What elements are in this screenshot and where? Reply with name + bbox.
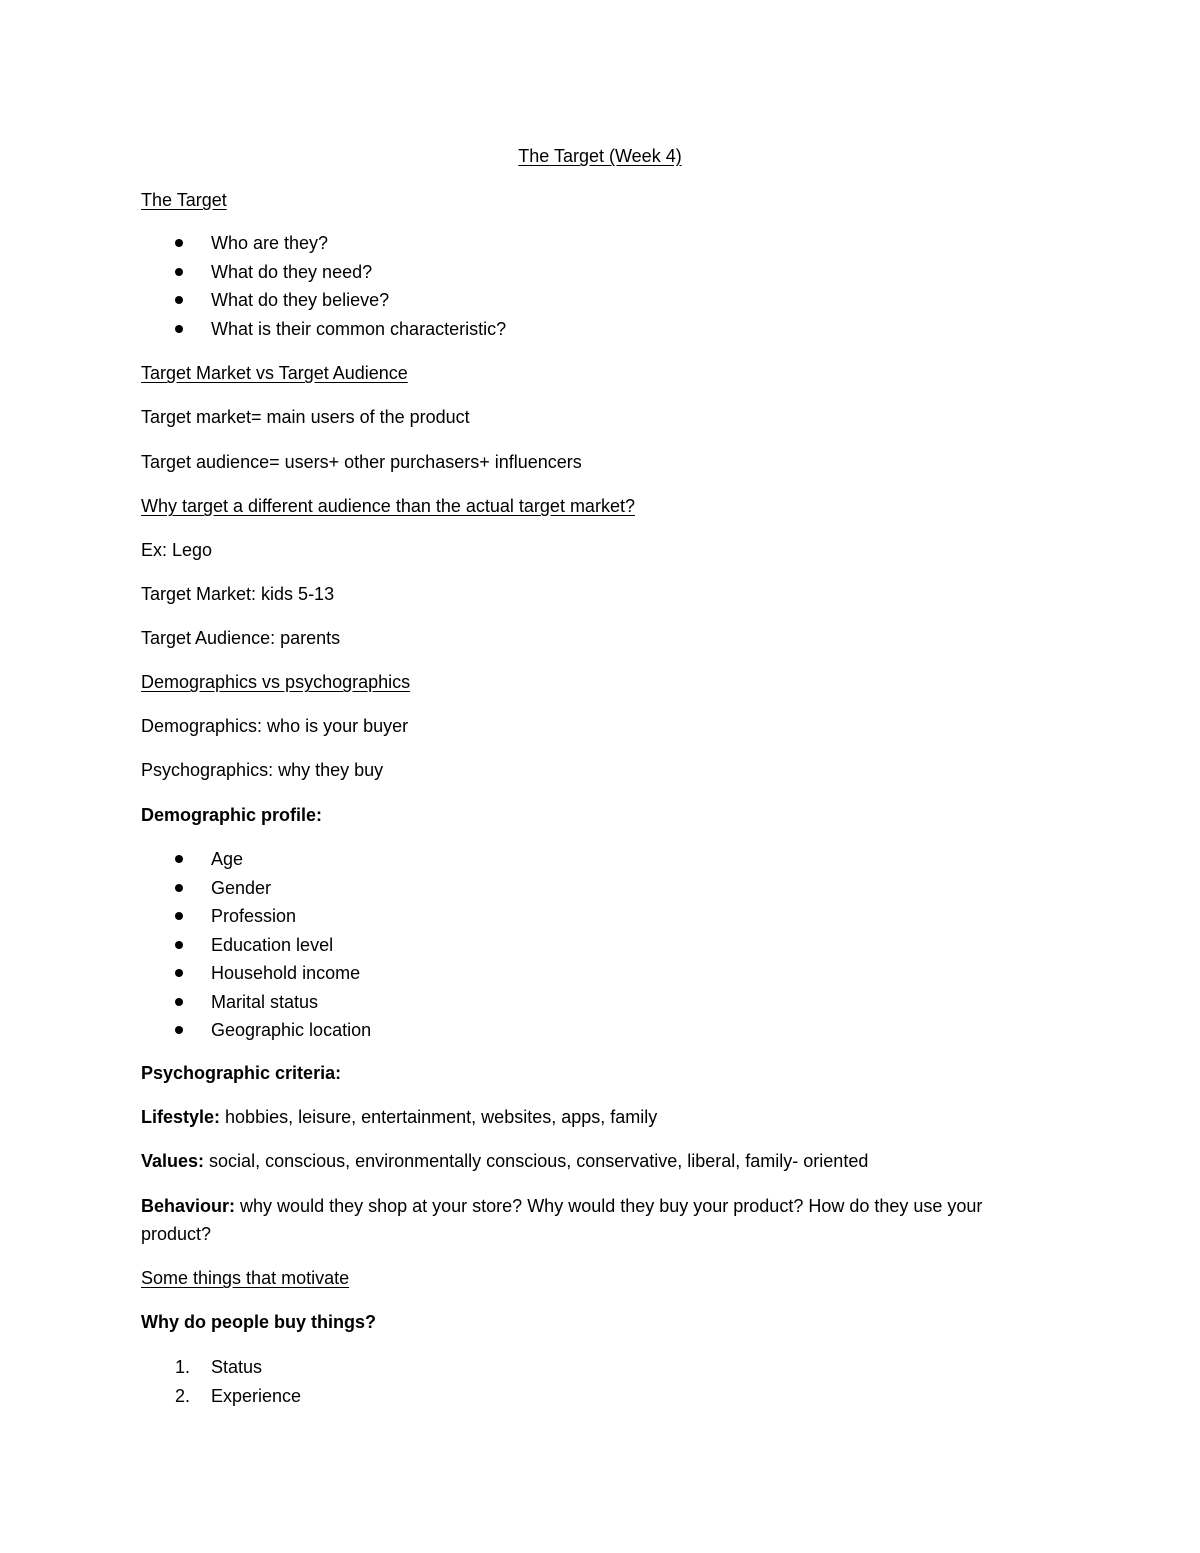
- list-item: 1. Status: [175, 1357, 263, 1377]
- demographics-definition: Demographics: who is your buyer: [141, 716, 409, 736]
- heading-why-different-audience: Why target a different audience than the actual target market?: [141, 496, 635, 516]
- values-line: [141, 1149, 868, 1173]
- demographic-profile-list: [171, 847, 371, 1047]
- list-number: 1.: [175, 1357, 191, 1377]
- lifestyle-label: Lifestyle:: [141, 1107, 221, 1127]
- list-item: Geographic location: [171, 1018, 371, 1047]
- bullet-icon: [175, 268, 183, 276]
- list-number: 2.: [175, 1385, 191, 1406]
- list-item: What is their common characteristic?: [171, 317, 506, 346]
- behaviour-text: why would they shop at your store? Why would they buy your product? How do they use your product?: [141, 1196, 983, 1244]
- example-target-audience: Target Audience: parents: [141, 628, 341, 648]
- list-item: Who are they?: [171, 231, 506, 260]
- bullet-icon: [175, 325, 183, 333]
- bullet-icon: [175, 884, 183, 892]
- values-label: Values:: [141, 1151, 205, 1171]
- bullet-icon: [175, 912, 183, 920]
- heading-the-target: The Target: [141, 190, 227, 210]
- bullet-icon: [175, 855, 183, 863]
- target-audience-definition: Target audience= users+ other purchasers+ influencers: [141, 452, 582, 472]
- list-item: What do they need?: [171, 260, 506, 289]
- list-item: Profession: [171, 904, 371, 933]
- list-item: Household income: [171, 961, 371, 990]
- values-text: social, conscious, environmentally conscious, conservative, liberal, family- oriented: [204, 1151, 869, 1171]
- psychographics-definition: Psychographics: why they buy: [141, 760, 384, 780]
- heading-some-things-motivate: Some things that motivate: [141, 1268, 350, 1288]
- bullet-icon: [175, 941, 183, 949]
- list-item: Education level: [171, 933, 371, 962]
- heading-why-people-buy: Why do people buy things?: [141, 1312, 376, 1332]
- lifestyle-text: hobbies, leisure, entertainment, websites, apps, family: [220, 1107, 658, 1127]
- bullet-icon: [175, 1026, 183, 1034]
- motivation-numbered-list: [171, 1355, 301, 1412]
- bullet-icon: [175, 239, 183, 247]
- example-lego: Ex: Lego: [141, 540, 213, 560]
- bullet-icon: [175, 998, 183, 1006]
- example-target-market: Target Market: kids 5-13: [141, 584, 335, 604]
- bullet-icon: [175, 296, 183, 304]
- target-market-definition: Target market= main users of the product: [141, 407, 470, 427]
- heading-market-vs-audience: Target Market vs Target Audience: [141, 363, 408, 383]
- bullet-icon: [175, 969, 183, 977]
- heading-demographics-vs-psychographics: Demographics vs psychographics: [141, 672, 411, 692]
- behaviour-label: Behaviour:: [141, 1196, 236, 1216]
- list-item: Marital status: [171, 990, 371, 1019]
- list-item: Gender: [171, 876, 371, 905]
- heading-psychographic-criteria: Psychographic criteria:: [141, 1063, 342, 1083]
- behaviour-paragraph: [141, 1192, 1041, 1248]
- page-title: The Target (Week 4): [518, 146, 682, 166]
- heading-demographic-profile: Demographic profile:: [141, 805, 323, 825]
- list-item: What do they believe?: [171, 288, 506, 317]
- target-question-list: [171, 231, 506, 345]
- list-item: 2. Experience: [175, 1385, 302, 1406]
- list-item: Age: [171, 847, 371, 876]
- lifestyle-line: [141, 1105, 657, 1129]
